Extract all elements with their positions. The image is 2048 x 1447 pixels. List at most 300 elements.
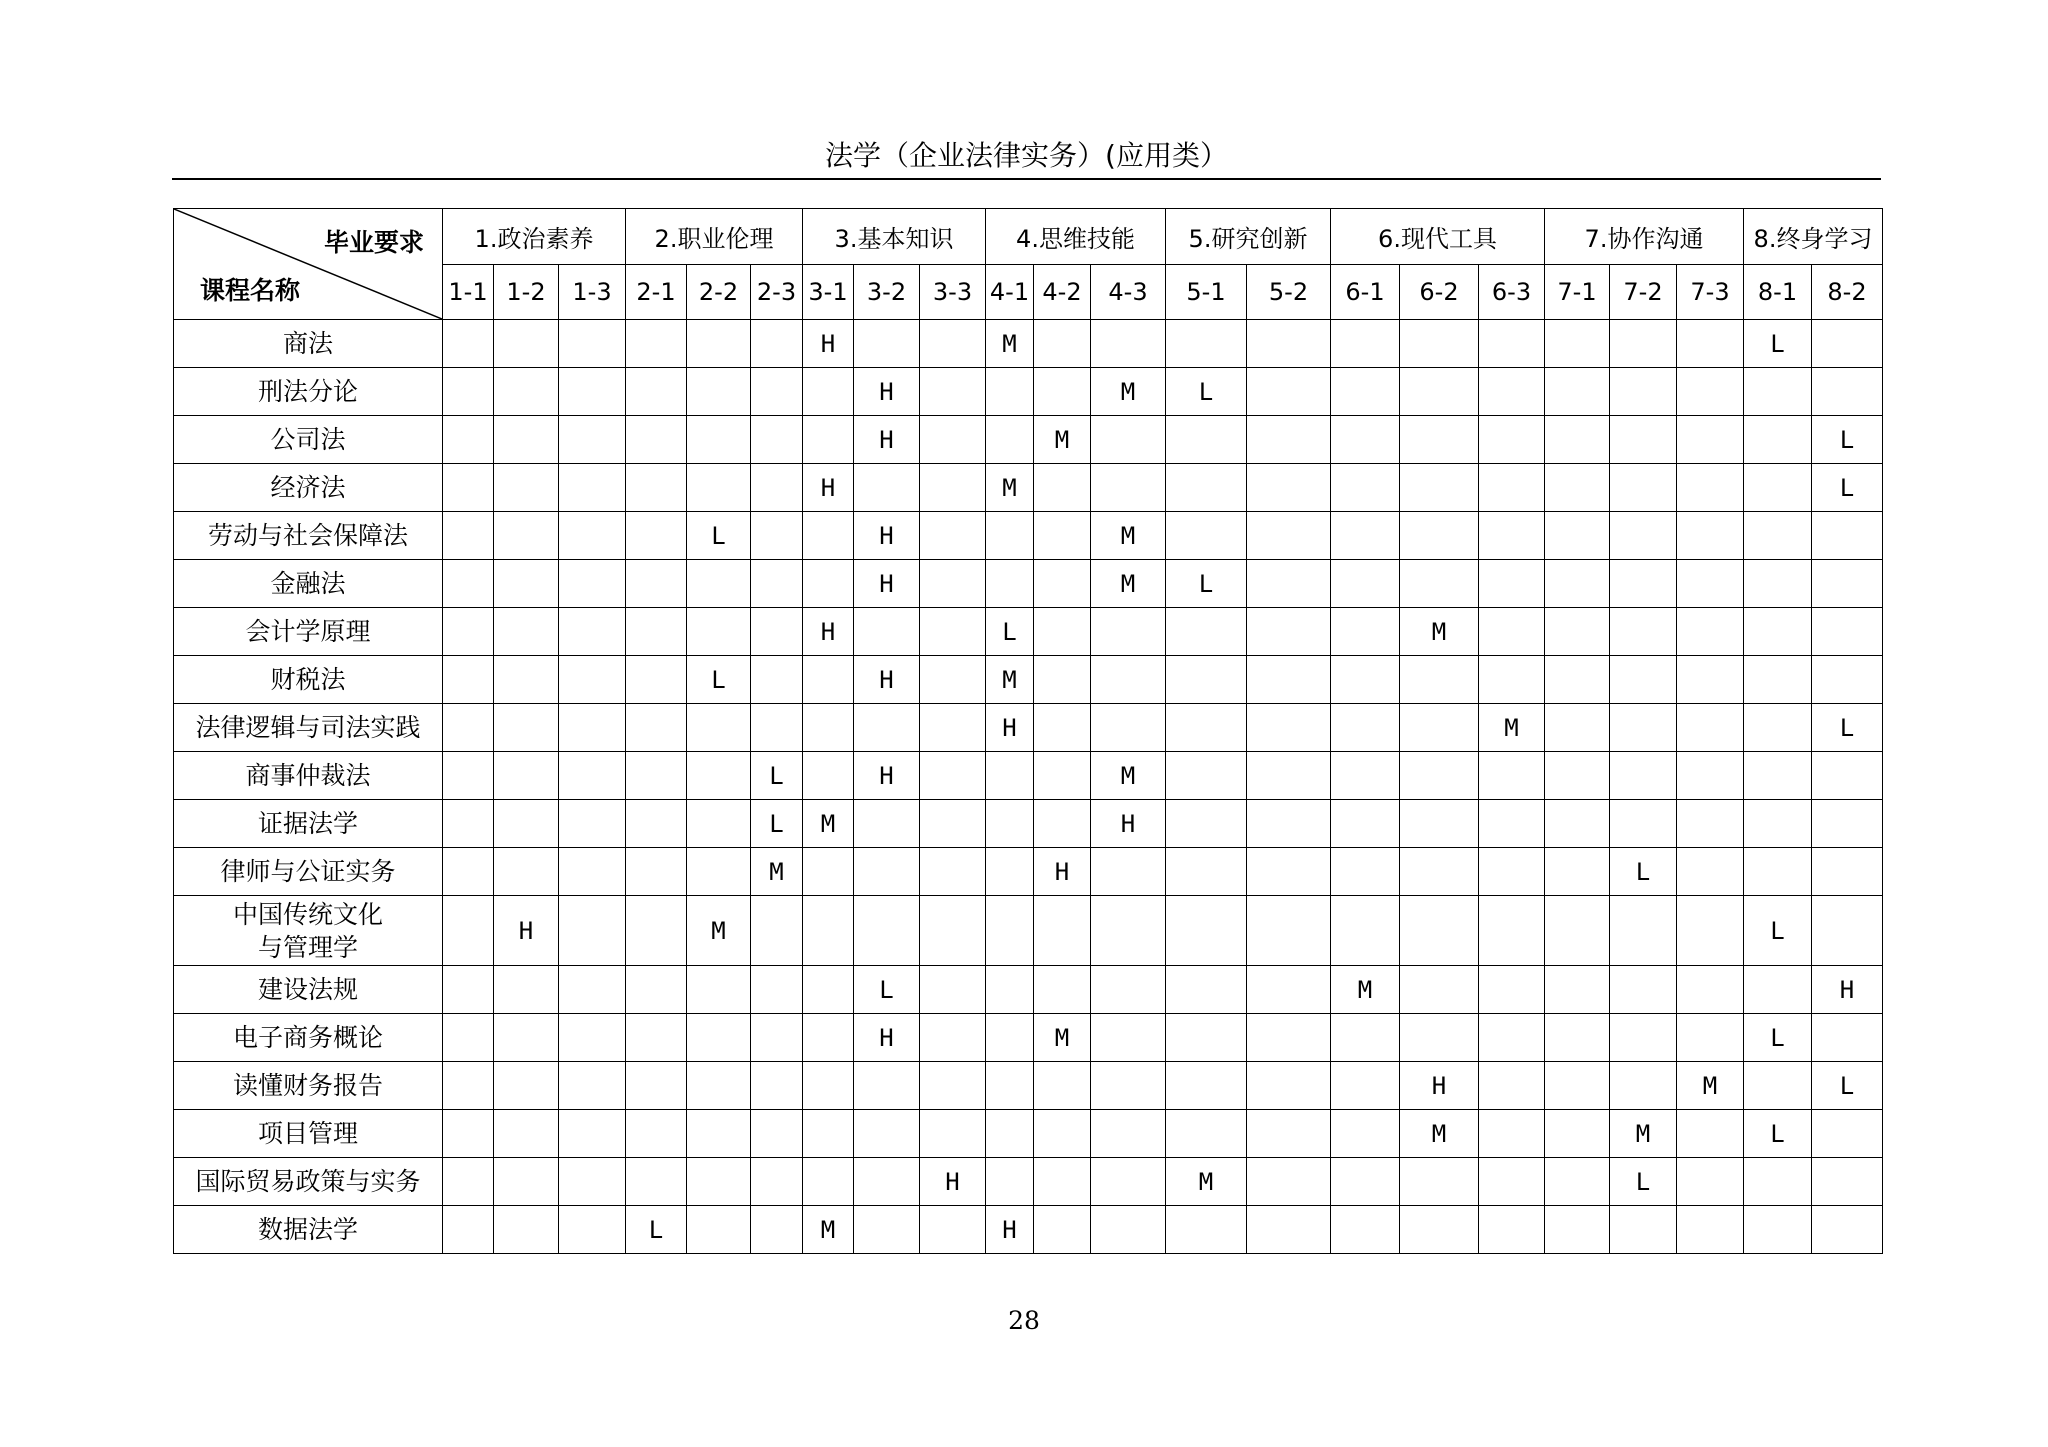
support-level-cell	[443, 704, 494, 752]
support-level-cell	[1744, 1062, 1812, 1110]
course-name-cell: 经济法	[174, 464, 443, 512]
support-level-cell	[986, 966, 1034, 1014]
support-level-cell	[559, 752, 626, 800]
support-level-cell	[1247, 320, 1331, 368]
support-level-cell: M	[803, 800, 854, 848]
support-level-cell	[1331, 1014, 1400, 1062]
header-row-groups	[174, 209, 1883, 265]
support-level-cell	[687, 704, 751, 752]
requirement-code-header: 6-3	[1479, 265, 1545, 320]
support-level-cell: M	[1677, 1062, 1744, 1110]
support-level-cell	[443, 512, 494, 560]
support-level-cell	[1166, 896, 1247, 966]
support-level-cell: H	[1091, 800, 1166, 848]
support-level-cell	[1677, 966, 1744, 1014]
support-level-cell	[803, 416, 854, 464]
support-level-cell	[1677, 656, 1744, 704]
support-level-cell	[626, 800, 687, 848]
table-row	[174, 1014, 1883, 1062]
support-level-cell	[1744, 1206, 1812, 1254]
support-level-cell	[920, 320, 986, 368]
support-level-cell	[920, 752, 986, 800]
support-level-cell	[1400, 800, 1479, 848]
support-level-cell	[1091, 656, 1166, 704]
support-level-cell	[1677, 1014, 1744, 1062]
support-level-cell	[920, 1062, 986, 1110]
requirement-code-header: 5-2	[1247, 265, 1331, 320]
requirement-group-header: 1.政治素养	[443, 209, 626, 265]
support-level-cell	[626, 704, 687, 752]
support-level-cell	[751, 512, 803, 560]
support-level-cell: H	[920, 1158, 986, 1206]
support-level-cell: M	[1091, 368, 1166, 416]
title-rule	[172, 178, 1881, 180]
support-level-cell	[1677, 320, 1744, 368]
support-level-cell	[1744, 560, 1812, 608]
support-level-cell: L	[1610, 1158, 1677, 1206]
support-level-cell	[443, 966, 494, 1014]
support-level-cell	[1479, 752, 1545, 800]
support-level-cell: L	[986, 608, 1034, 656]
support-level-cell	[443, 752, 494, 800]
support-level-cell	[626, 848, 687, 896]
support-level-cell	[854, 704, 920, 752]
requirement-group-header: 3.基本知识	[803, 209, 986, 265]
support-level-cell	[1091, 1062, 1166, 1110]
support-level-cell	[559, 560, 626, 608]
curriculum-matrix-table	[173, 208, 1883, 1254]
support-level-cell	[559, 1110, 626, 1158]
support-level-cell	[1331, 464, 1400, 512]
table-row	[174, 800, 1883, 848]
support-level-cell	[1091, 608, 1166, 656]
support-level-cell	[986, 800, 1034, 848]
support-level-cell	[751, 464, 803, 512]
table-row	[174, 896, 1883, 966]
table-row	[174, 656, 1883, 704]
support-level-cell	[920, 848, 986, 896]
support-level-cell	[1400, 416, 1479, 464]
course-name-cell: 建设法规	[174, 966, 443, 1014]
support-level-cell	[626, 416, 687, 464]
support-level-cell	[803, 656, 854, 704]
support-level-cell: L	[1166, 368, 1247, 416]
support-level-cell	[1034, 752, 1091, 800]
support-level-cell	[1545, 416, 1610, 464]
support-level-cell	[1744, 704, 1812, 752]
support-level-cell	[1247, 1014, 1331, 1062]
support-level-cell	[1812, 800, 1883, 848]
support-level-cell	[1331, 608, 1400, 656]
support-level-cell	[443, 320, 494, 368]
requirement-group-header: 8.终身学习	[1744, 209, 1883, 265]
course-name-cell: 公司法	[174, 416, 443, 464]
support-level-cell	[1400, 966, 1479, 1014]
support-level-cell	[1545, 704, 1610, 752]
support-level-cell	[687, 800, 751, 848]
table-row	[174, 752, 1883, 800]
support-level-cell	[1545, 560, 1610, 608]
support-level-cell	[1091, 704, 1166, 752]
table-row	[174, 966, 1883, 1014]
support-level-cell	[1610, 416, 1677, 464]
support-level-cell	[1091, 416, 1166, 464]
support-level-cell	[443, 800, 494, 848]
support-level-cell: M	[1479, 704, 1545, 752]
table-row	[174, 608, 1883, 656]
support-level-cell	[986, 512, 1034, 560]
course-name-cell: 刑法分论	[174, 368, 443, 416]
support-level-cell	[559, 656, 626, 704]
support-level-cell	[986, 1014, 1034, 1062]
support-level-cell	[854, 1062, 920, 1110]
support-level-cell	[854, 1206, 920, 1254]
support-level-cell	[443, 1110, 494, 1158]
support-level-cell	[1034, 966, 1091, 1014]
support-level-cell: H	[854, 1014, 920, 1062]
support-level-cell: H	[986, 1206, 1034, 1254]
requirement-code-header: 1-2	[494, 265, 559, 320]
support-level-cell	[1479, 800, 1545, 848]
support-level-cell	[1610, 608, 1677, 656]
support-level-cell	[559, 320, 626, 368]
support-level-cell	[1812, 512, 1883, 560]
support-level-cell	[1247, 656, 1331, 704]
support-level-cell	[1479, 848, 1545, 896]
support-level-cell: M	[1331, 966, 1400, 1014]
support-level-cell	[494, 464, 559, 512]
support-level-cell	[1479, 1206, 1545, 1254]
support-level-cell	[687, 1110, 751, 1158]
support-level-cell	[494, 368, 559, 416]
support-level-cell	[1479, 560, 1545, 608]
support-level-cell	[1479, 1014, 1545, 1062]
support-level-cell	[443, 608, 494, 656]
support-level-cell	[1091, 464, 1166, 512]
support-level-cell	[1677, 752, 1744, 800]
support-level-cell	[494, 560, 559, 608]
requirement-code-header: 7-1	[1545, 265, 1610, 320]
support-level-cell	[751, 560, 803, 608]
support-level-cell	[1610, 966, 1677, 1014]
requirement-code-header: 3-3	[920, 265, 986, 320]
requirement-code-header: 4-2	[1034, 265, 1091, 320]
support-level-cell: H	[854, 560, 920, 608]
support-level-cell: L	[751, 800, 803, 848]
support-level-cell	[1091, 966, 1166, 1014]
support-level-cell: L	[1812, 464, 1883, 512]
support-level-cell: M	[1091, 560, 1166, 608]
support-level-cell	[1545, 1206, 1610, 1254]
support-level-cell	[626, 464, 687, 512]
support-level-cell	[1247, 368, 1331, 416]
support-level-cell	[854, 464, 920, 512]
support-level-cell: M	[986, 320, 1034, 368]
support-level-cell	[626, 1014, 687, 1062]
support-level-cell	[1331, 752, 1400, 800]
support-level-cell	[1610, 512, 1677, 560]
support-level-cell	[687, 1014, 751, 1062]
support-level-cell	[626, 1110, 687, 1158]
support-level-cell	[626, 512, 687, 560]
support-level-cell	[494, 608, 559, 656]
support-level-cell: L	[1744, 1014, 1812, 1062]
support-level-cell	[751, 1158, 803, 1206]
course-name-cell: 项目管理	[174, 1110, 443, 1158]
requirement-group-header: 6.现代工具	[1331, 209, 1545, 265]
support-level-cell	[1744, 512, 1812, 560]
support-level-cell	[1479, 320, 1545, 368]
support-level-cell	[1400, 320, 1479, 368]
support-level-cell	[1247, 1158, 1331, 1206]
support-level-cell	[803, 966, 854, 1014]
support-level-cell	[1091, 1110, 1166, 1158]
support-level-cell	[626, 896, 687, 966]
support-level-cell	[1166, 752, 1247, 800]
course-name-cell: 金融法	[174, 560, 443, 608]
support-level-cell	[1610, 368, 1677, 416]
support-level-cell	[1331, 800, 1400, 848]
support-level-cell	[1545, 608, 1610, 656]
support-level-cell	[626, 752, 687, 800]
support-level-cell	[1744, 1158, 1812, 1206]
support-level-cell	[687, 464, 751, 512]
support-level-cell: H	[803, 320, 854, 368]
support-level-cell	[1610, 896, 1677, 966]
support-level-cell	[920, 800, 986, 848]
support-level-cell	[920, 1206, 986, 1254]
support-level-cell	[1331, 896, 1400, 966]
support-level-cell	[559, 1206, 626, 1254]
support-level-cell: M	[751, 848, 803, 896]
requirement-code-header: 4-1	[986, 265, 1034, 320]
support-level-cell	[1400, 368, 1479, 416]
support-level-cell: H	[854, 656, 920, 704]
requirement-code-header: 3-2	[854, 265, 920, 320]
support-level-cell	[1677, 704, 1744, 752]
support-level-cell	[1479, 464, 1545, 512]
support-level-cell	[920, 704, 986, 752]
support-level-cell: M	[1610, 1110, 1677, 1158]
support-level-cell	[1744, 848, 1812, 896]
support-level-cell	[1400, 1158, 1479, 1206]
support-level-cell	[1247, 1062, 1331, 1110]
support-level-cell	[1677, 416, 1744, 464]
support-level-cell	[1744, 416, 1812, 464]
support-level-cell: H	[986, 704, 1034, 752]
support-level-cell	[803, 560, 854, 608]
support-level-cell	[559, 966, 626, 1014]
support-level-cell	[626, 560, 687, 608]
support-level-cell	[751, 320, 803, 368]
support-level-cell	[1034, 800, 1091, 848]
support-level-cell: M	[1091, 752, 1166, 800]
support-level-cell	[559, 896, 626, 966]
support-level-cell	[854, 800, 920, 848]
support-level-cell	[1247, 416, 1331, 464]
support-level-cell	[803, 704, 854, 752]
support-level-cell	[1091, 1014, 1166, 1062]
support-level-cell: H	[494, 896, 559, 966]
support-level-cell	[920, 368, 986, 416]
support-level-cell	[1610, 1062, 1677, 1110]
support-level-cell	[1744, 966, 1812, 1014]
requirement-code-header: 3-1	[803, 265, 854, 320]
support-level-cell	[1610, 656, 1677, 704]
support-level-cell	[494, 704, 559, 752]
support-level-cell	[1744, 752, 1812, 800]
support-level-cell	[1034, 320, 1091, 368]
support-level-cell	[1034, 368, 1091, 416]
support-level-cell	[1677, 896, 1744, 966]
support-level-cell	[751, 656, 803, 704]
support-level-cell	[626, 608, 687, 656]
support-level-cell: L	[1744, 320, 1812, 368]
support-level-cell	[494, 512, 559, 560]
requirement-code-header: 1-1	[443, 265, 494, 320]
corner-header	[174, 209, 443, 320]
support-level-cell: L	[1744, 896, 1812, 966]
course-name-cell: 律师与公证实务	[174, 848, 443, 896]
support-level-cell	[1545, 464, 1610, 512]
support-level-cell	[803, 752, 854, 800]
support-level-cell	[494, 800, 559, 848]
page-number: 28	[1008, 1306, 1040, 1335]
support-level-cell	[1677, 1158, 1744, 1206]
table-row	[174, 368, 1883, 416]
support-level-cell	[1812, 1158, 1883, 1206]
support-level-cell	[1812, 1206, 1883, 1254]
support-level-cell	[1400, 656, 1479, 704]
support-level-cell	[1166, 656, 1247, 704]
support-level-cell	[1677, 560, 1744, 608]
support-level-cell	[1400, 512, 1479, 560]
support-level-cell	[751, 704, 803, 752]
support-level-cell	[1610, 464, 1677, 512]
support-level-cell	[443, 464, 494, 512]
support-level-cell	[1677, 848, 1744, 896]
requirement-code-header: 2-1	[626, 265, 687, 320]
support-level-cell	[1034, 608, 1091, 656]
support-level-cell	[494, 656, 559, 704]
support-level-cell	[1812, 752, 1883, 800]
support-level-cell: M	[1034, 416, 1091, 464]
requirement-code-header: 6-2	[1400, 265, 1479, 320]
support-level-cell	[443, 560, 494, 608]
table-row	[174, 512, 1883, 560]
support-level-cell: H	[1812, 966, 1883, 1014]
requirement-group-header: 2.职业伦理	[626, 209, 803, 265]
support-level-cell	[1247, 464, 1331, 512]
requirement-code-header: 7-2	[1610, 265, 1677, 320]
support-level-cell	[751, 966, 803, 1014]
support-level-cell	[687, 966, 751, 1014]
support-level-cell	[1545, 848, 1610, 896]
support-level-cell	[1545, 320, 1610, 368]
support-level-cell	[559, 608, 626, 656]
support-level-cell	[1610, 320, 1677, 368]
support-level-cell: L	[687, 656, 751, 704]
support-level-cell	[1677, 608, 1744, 656]
support-level-cell	[854, 320, 920, 368]
support-level-cell: L	[1812, 416, 1883, 464]
table-row	[174, 1206, 1883, 1254]
support-level-cell	[1479, 896, 1545, 966]
support-level-cell	[1812, 320, 1883, 368]
support-level-cell	[1400, 560, 1479, 608]
support-level-cell	[626, 1062, 687, 1110]
course-name-cell: 财税法	[174, 656, 443, 704]
support-level-cell	[1610, 560, 1677, 608]
support-level-cell	[1331, 368, 1400, 416]
support-level-cell	[1247, 512, 1331, 560]
support-level-cell	[1610, 1206, 1677, 1254]
support-level-cell	[559, 1158, 626, 1206]
support-level-cell	[687, 320, 751, 368]
table-row	[174, 320, 1883, 368]
support-level-cell	[1034, 464, 1091, 512]
support-level-cell	[626, 320, 687, 368]
support-level-cell	[494, 1158, 559, 1206]
support-level-cell: M	[1034, 1014, 1091, 1062]
support-level-cell	[1812, 608, 1883, 656]
support-level-cell	[1166, 608, 1247, 656]
support-level-cell	[1677, 368, 1744, 416]
support-level-cell	[1677, 1206, 1744, 1254]
support-level-cell	[803, 1062, 854, 1110]
support-level-cell: L	[751, 752, 803, 800]
support-level-cell	[1331, 320, 1400, 368]
support-level-cell	[559, 1062, 626, 1110]
support-level-cell	[1034, 1062, 1091, 1110]
support-level-cell	[986, 1158, 1034, 1206]
requirement-code-header: 2-3	[751, 265, 803, 320]
table-row	[174, 560, 1883, 608]
course-name-cell: 电子商务概论	[174, 1014, 443, 1062]
support-level-cell	[1744, 464, 1812, 512]
table-row	[174, 1110, 1883, 1158]
support-level-cell: M	[687, 896, 751, 966]
support-level-cell	[1034, 896, 1091, 966]
support-level-cell: L	[626, 1206, 687, 1254]
support-level-cell	[1247, 752, 1331, 800]
support-level-cell	[1400, 1014, 1479, 1062]
support-level-cell	[1677, 800, 1744, 848]
support-level-cell	[1331, 1206, 1400, 1254]
support-level-cell	[1545, 656, 1610, 704]
support-level-cell	[1812, 1110, 1883, 1158]
support-level-cell	[1744, 368, 1812, 416]
support-level-cell	[920, 608, 986, 656]
support-level-cell	[854, 1158, 920, 1206]
support-level-cell	[1331, 1110, 1400, 1158]
support-level-cell	[559, 1014, 626, 1062]
support-level-cell	[1812, 560, 1883, 608]
support-level-cell	[803, 1014, 854, 1062]
support-level-cell: H	[1400, 1062, 1479, 1110]
table-row	[174, 848, 1883, 896]
support-level-cell	[803, 512, 854, 560]
course-name-cell: 证据法学	[174, 800, 443, 848]
support-level-cell: H	[854, 368, 920, 416]
support-level-cell	[986, 848, 1034, 896]
support-level-cell	[803, 896, 854, 966]
support-level-cell	[751, 416, 803, 464]
requirement-code-header: 8-1	[1744, 265, 1812, 320]
support-level-cell	[751, 1110, 803, 1158]
support-level-cell	[854, 608, 920, 656]
table-row	[174, 704, 1883, 752]
